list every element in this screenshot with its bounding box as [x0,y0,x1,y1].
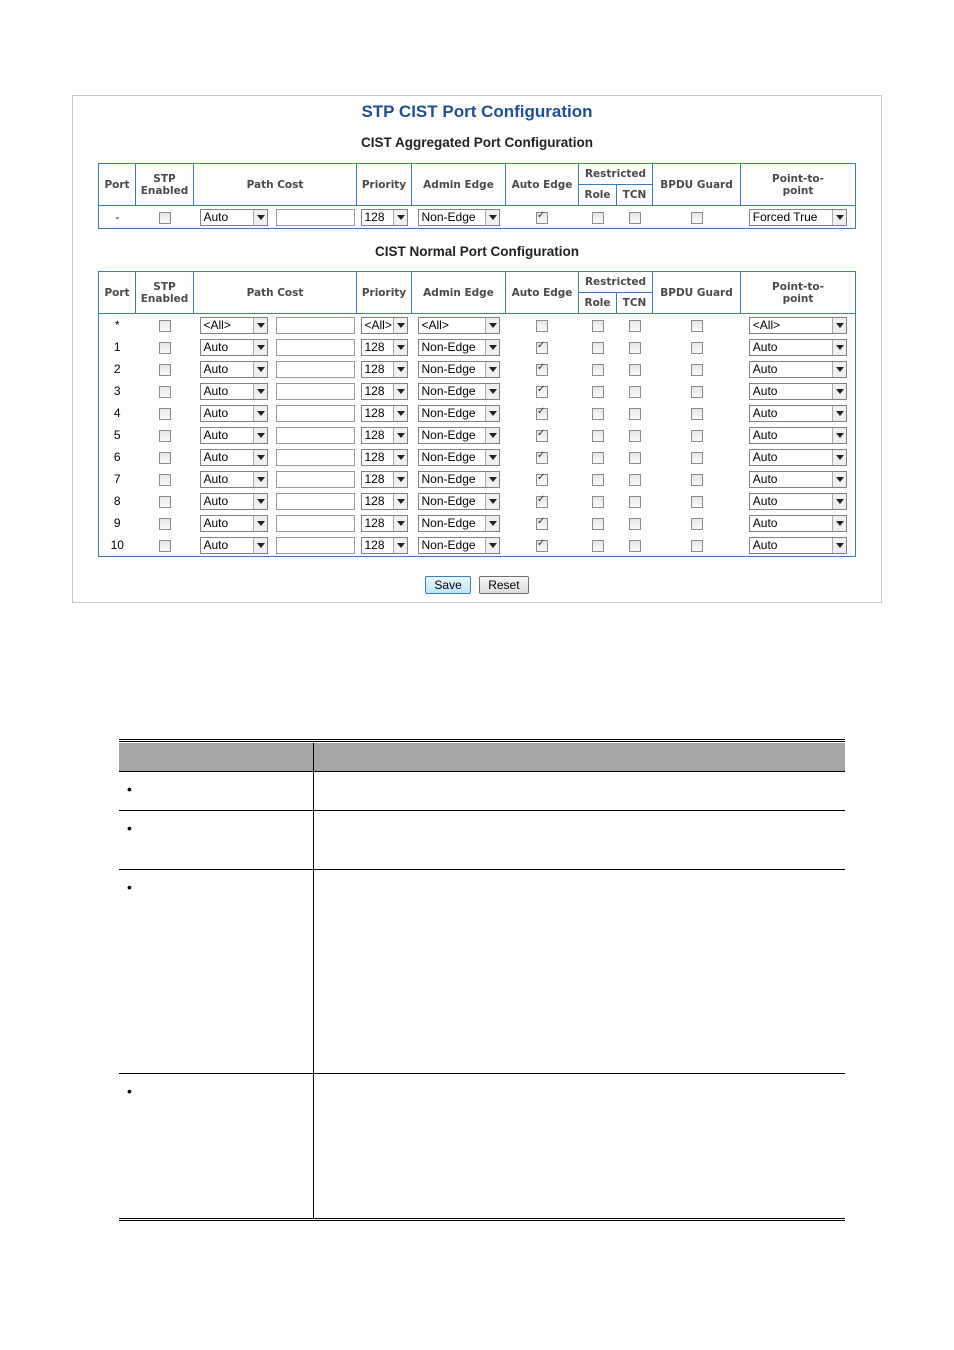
page-title: STP CIST Port Configuration [361,102,593,121]
stp-enabled-checkbox[interactable] [159,212,171,224]
stp-enabled-checkbox[interactable] [159,364,171,376]
port-number: 3 [113,384,121,398]
priority-select-value: 128 [364,405,385,420]
chevron-down-icon[interactable] [393,494,407,509]
description-top-rule [119,739,845,742]
admin-edge-select[interactable] [418,361,500,378]
priority-select-value: 128 [364,427,385,442]
chevron-down-icon[interactable] [485,384,499,399]
save-button[interactable]: Save [425,576,470,594]
col-admin-edge: Admin Edge [412,164,506,206]
restricted-tcn-checkbox[interactable] [629,430,641,442]
description-row-divider [119,1073,845,1074]
port-number: 10 [110,538,124,552]
chevron-down-icon[interactable] [393,538,407,553]
auto-edge-checkbox[interactable] [536,452,548,464]
stp-enabled-checkbox[interactable] [159,430,171,442]
port-number: 1 [113,340,121,354]
chevron-down-icon[interactable] [485,428,499,443]
path-cost-select[interactable] [200,405,268,422]
button-bar [73,576,881,594]
priority-select-value: 128 [364,383,385,398]
bpdu-guard-checkbox[interactable] [691,212,703,224]
path-cost-input[interactable] [276,209,355,226]
chevron-down-icon[interactable] [832,340,846,355]
path-cost-select-value: Auto [203,339,229,354]
chevron-down-icon[interactable] [485,538,499,553]
table-row [99,446,856,468]
chevron-down-icon[interactable] [485,406,499,421]
admin-edge-select[interactable] [418,449,500,466]
col-auto-edge: Auto Edge [506,164,579,206]
stp-enabled-checkbox[interactable] [159,474,171,486]
point-to-point-select[interactable] [749,339,847,356]
chevron-down-icon[interactable] [393,340,407,355]
priority-select[interactable] [361,383,408,400]
point-to-point-select-value: Auto [752,405,778,420]
auto-edge-checkbox[interactable] [536,540,548,552]
chevron-down-icon[interactable] [485,210,499,225]
col-port: Port [99,272,136,314]
path-cost-input[interactable] [276,317,355,334]
restricted-tcn-checkbox[interactable] [629,364,641,376]
chevron-down-icon[interactable] [485,450,499,465]
stp-enabled-checkbox[interactable] [159,408,171,420]
col-restricted-tcn: TCN [617,293,653,314]
path-cost-select[interactable] [200,515,268,532]
point-to-point-select-value: Auto [752,471,778,486]
auto-edge-checkbox[interactable] [536,496,548,508]
path-cost-select-value: Auto [203,427,229,442]
path-cost-select-value: Auto [203,537,229,552]
admin-edge-select-value: Non-Edge [421,383,476,398]
priority-select-value: 128 [364,515,385,530]
normal-port-table [98,271,856,557]
restricted-role-checkbox[interactable] [592,342,604,354]
restricted-role-checkbox[interactable] [592,212,604,224]
stp-enabled-checkbox[interactable] [159,320,171,332]
priority-select[interactable] [361,449,408,466]
table-row [99,490,856,512]
auto-edge-checkbox[interactable] [536,518,548,530]
stp-enabled-checkbox[interactable] [159,540,171,552]
path-cost-select-value: Auto [203,471,229,486]
stp-enabled-checkbox[interactable] [159,342,171,354]
admin-edge-select[interactable] [418,471,500,488]
chevron-down-icon[interactable] [485,472,499,487]
path-cost-select[interactable] [200,427,268,444]
priority-select-value: 128 [364,209,385,224]
admin-edge-select-value: <All> [421,317,449,332]
restricted-tcn-checkbox[interactable] [629,452,641,464]
bpdu-guard-checkbox[interactable] [691,496,703,508]
priority-select[interactable] [361,361,408,378]
stp-enabled-checkbox[interactable] [159,452,171,464]
chevron-down-icon[interactable] [253,516,267,531]
restricted-tcn-checkbox[interactable] [629,212,641,224]
description-bottom-rule [119,1218,845,1221]
bpdu-guard-checkbox[interactable] [691,430,703,442]
description-column-divider [313,743,314,1219]
description-header-divider [119,771,845,772]
reset-button[interactable]: Reset [479,576,528,594]
restricted-role-checkbox[interactable] [592,452,604,464]
port-number: 2 [113,362,121,376]
chevron-down-icon[interactable] [832,516,846,531]
path-cost-select-value: Auto [203,405,229,420]
priority-select[interactable] [361,471,408,488]
chevron-down-icon[interactable] [832,428,846,443]
bullet-icon: • [127,1083,132,1099]
path-cost-select[interactable] [200,317,268,334]
col-path-cost: Path Cost [194,164,357,206]
restricted-role-checkbox[interactable] [592,430,604,442]
priority-select[interactable] [361,405,408,422]
path-cost-select[interactable] [200,537,268,554]
restricted-tcn-checkbox[interactable] [629,474,641,486]
bpdu-guard-checkbox[interactable] [691,518,703,530]
col-bpdu-guard: BPDU Guard [653,272,741,314]
port-number: * [114,318,120,332]
auto-edge-checkbox[interactable] [536,474,548,486]
admin-edge-select-value: Non-Edge [421,449,476,464]
auto-edge-checkbox[interactable] [536,364,548,376]
path-cost-select-value: Auto [203,449,229,464]
point-to-point-select[interactable] [749,317,847,334]
chevron-down-icon[interactable] [832,472,846,487]
chevron-down-icon[interactable] [393,318,407,333]
path-cost-select[interactable] [200,339,268,356]
chevron-down-icon[interactable] [393,516,407,531]
description-row-divider [119,810,845,811]
bpdu-guard-checkbox[interactable] [691,320,703,332]
chevron-down-icon[interactable] [485,362,499,377]
point-to-point-select-value: Auto [752,493,778,508]
col-restricted: Restricted [579,164,653,185]
chevron-down-icon[interactable] [253,210,267,225]
chevron-down-icon[interactable] [393,362,407,377]
admin-edge-select-value: Non-Edge [421,515,476,530]
col-bpdu-guard: BPDU Guard [653,164,741,206]
stp-enabled-checkbox[interactable] [159,386,171,398]
port-number: 4 [113,406,121,420]
priority-select-value: 128 [364,361,385,376]
table-row [99,468,856,490]
col-auto-edge: Auto Edge [506,272,579,314]
path-cost-select-value: Auto [203,383,229,398]
priority-select[interactable] [361,493,408,510]
point-to-point-select[interactable] [749,515,847,532]
restricted-tcn-checkbox[interactable] [629,386,641,398]
col-priority: Priority [357,272,412,314]
chevron-down-icon[interactable] [485,516,499,531]
point-to-point-select-value: Auto [752,515,778,530]
point-to-point-select-value: Auto [752,449,778,464]
priority-select-value: 128 [364,339,385,354]
bpdu-guard-checkbox[interactable] [691,386,703,398]
bullet-icon: • [127,781,132,797]
table-row [99,402,856,424]
restricted-role-checkbox[interactable] [592,386,604,398]
admin-edge-select[interactable] [418,405,500,422]
point-to-point-select[interactable] [749,449,847,466]
admin-edge-select-value: Non-Edge [421,361,476,376]
path-cost-select[interactable] [200,209,268,226]
path-cost-select[interactable] [200,471,268,488]
restricted-role-checkbox[interactable] [592,474,604,486]
table-row [99,206,856,229]
table-row [99,380,856,402]
bpdu-guard-checkbox[interactable] [691,408,703,420]
chevron-down-icon[interactable] [393,406,407,421]
point-to-point-select-value: Auto [752,427,778,442]
priority-select[interactable] [361,427,408,444]
restricted-tcn-checkbox[interactable] [629,496,641,508]
priority-select-value: 128 [364,537,385,552]
admin-edge-select-value: Non-Edge [421,209,476,224]
restricted-role-checkbox[interactable] [592,320,604,332]
admin-edge-select-value: Non-Edge [421,405,476,420]
port-number: 5 [113,428,121,442]
aggregated-port-table [98,163,856,229]
priority-select-value: 128 [364,471,385,486]
table-row [99,314,856,337]
table-row [99,512,856,534]
chevron-down-icon[interactable] [832,362,846,377]
col-path-cost: Path Cost [194,272,357,314]
chevron-down-icon[interactable] [253,428,267,443]
auto-edge-checkbox[interactable] [536,342,548,354]
col-restricted-role: Role [579,293,617,314]
stp-enabled-checkbox[interactable] [159,496,171,508]
point-to-point-select[interactable] [749,493,847,510]
port-number: 6 [113,450,121,464]
point-to-point-select[interactable] [749,361,847,378]
port-number: 8 [113,494,121,508]
admin-edge-select[interactable] [418,209,500,226]
restricted-role-checkbox[interactable] [592,540,604,552]
col-stp-enabled: STP Enabled [136,272,194,314]
auto-edge-checkbox[interactable] [536,408,548,420]
chevron-down-icon[interactable] [393,450,407,465]
chevron-down-icon[interactable] [832,494,846,509]
auto-edge-checkbox[interactable] [536,212,548,224]
priority-select-value: 128 [364,449,385,464]
point-to-point-select[interactable] [749,405,847,422]
path-cost-input[interactable] [276,471,355,488]
description-row-divider [119,869,845,870]
path-cost-input[interactable] [276,515,355,532]
point-to-point-select-value: <All> [752,317,781,332]
path-cost-select[interactable] [200,449,268,466]
restricted-tcn-checkbox[interactable] [629,342,641,354]
bullet-icon: • [127,879,132,895]
col-restricted-role: Role [579,185,617,206]
admin-edge-select-value: Non-Edge [421,339,476,354]
port-number: - [115,210,120,224]
bpdu-guard-checkbox[interactable] [691,452,703,464]
point-to-point-select[interactable] [749,427,847,444]
path-cost-input[interactable] [276,493,355,510]
path-cost-select-value: <All> [203,317,231,332]
chevron-down-icon[interactable] [253,362,267,377]
table-row [99,358,856,380]
chevron-down-icon[interactable] [832,384,846,399]
col-point-to-point: Point-to- point [741,272,856,314]
restricted-tcn-checkbox[interactable] [629,320,641,332]
admin-edge-select[interactable] [418,493,500,510]
bpdu-guard-checkbox[interactable] [691,474,703,486]
chevron-down-icon[interactable] [253,384,267,399]
point-to-point-select-value: Forced True [752,209,818,224]
bpdu-guard-checkbox[interactable] [691,342,703,354]
priority-select[interactable] [361,339,408,356]
col-priority: Priority [357,164,412,206]
path-cost-input[interactable] [276,427,355,444]
admin-edge-select[interactable] [418,383,500,400]
stp-cist-port-config-panel [72,95,882,603]
chevron-down-icon[interactable] [832,538,846,553]
col-restricted-tcn: TCN [617,185,653,206]
point-to-point-select[interactable] [749,209,847,226]
col-point-to-point: Point-to- point [741,164,856,206]
path-cost-select-value: Auto [203,515,229,530]
restricted-tcn-checkbox[interactable] [629,408,641,420]
col-stp-enabled: STP Enabled [136,164,194,206]
bullet-icon: • [127,820,132,836]
chevron-down-icon[interactable] [393,472,407,487]
auto-edge-checkbox[interactable] [536,386,548,398]
table-row [99,534,856,557]
chevron-down-icon[interactable] [485,494,499,509]
restricted-role-checkbox[interactable] [592,408,604,420]
stp-enabled-checkbox[interactable] [159,518,171,530]
admin-edge-select-value: Non-Edge [421,427,476,442]
chevron-down-icon[interactable] [253,450,267,465]
chevron-down-icon[interactable] [253,472,267,487]
auto-edge-checkbox[interactable] [536,320,548,332]
restricted-role-checkbox[interactable] [592,364,604,376]
point-to-point-select[interactable] [749,537,847,554]
point-to-point-select-value: Auto [752,383,778,398]
table-row [99,336,856,358]
admin-edge-select[interactable] [418,339,500,356]
path-cost-select-value: Auto [203,493,229,508]
aggregated-section-title: CIST Aggregated Port Configuration [361,135,593,150]
point-to-point-select[interactable] [749,471,847,488]
path-cost-input[interactable] [276,449,355,466]
priority-select[interactable] [361,515,408,532]
col-admin-edge: Admin Edge [412,272,506,314]
chevron-down-icon[interactable] [393,210,407,225]
chevron-down-icon[interactable] [253,318,267,333]
priority-select[interactable] [361,317,408,334]
auto-edge-checkbox[interactable] [536,430,548,442]
port-number: 9 [113,516,121,530]
priority-select-value: <All> [364,317,392,332]
chevron-down-icon[interactable] [485,340,499,355]
description-header-row [119,743,845,771]
chevron-down-icon[interactable] [253,406,267,421]
chevron-down-icon[interactable] [393,384,407,399]
restricted-role-checkbox[interactable] [592,518,604,530]
admin-edge-select[interactable] [418,515,500,532]
restricted-tcn-checkbox[interactable] [629,518,641,530]
admin-edge-select-value: Non-Edge [421,537,476,552]
admin-edge-select[interactable] [418,537,500,554]
col-restricted: Restricted [579,272,653,293]
port-number: 7 [113,472,121,486]
table-row [99,424,856,446]
path-cost-select-value: Auto [203,361,229,376]
point-to-point-select-value: Auto [752,361,778,376]
path-cost-input[interactable] [276,383,355,400]
chevron-down-icon[interactable] [832,450,846,465]
chevron-down-icon[interactable] [253,494,267,509]
description-table [119,739,845,1221]
priority-select[interactable] [361,209,408,226]
bpdu-guard-checkbox[interactable] [691,540,703,552]
chevron-down-icon[interactable] [832,318,846,333]
path-cost-select[interactable] [200,493,268,510]
restricted-role-checkbox[interactable] [592,496,604,508]
bpdu-guard-checkbox[interactable] [691,364,703,376]
point-to-point-select-value: Auto [752,537,778,552]
chevron-down-icon[interactable] [832,210,846,225]
chevron-down-icon[interactable] [253,538,267,553]
priority-select-value: 128 [364,493,385,508]
path-cost-input[interactable] [276,339,355,356]
path-cost-select-value: Auto [203,209,229,224]
restricted-tcn-checkbox[interactable] [629,540,641,552]
chevron-down-icon[interactable] [832,406,846,421]
path-cost-select[interactable] [200,383,268,400]
chevron-down-icon[interactable] [253,340,267,355]
admin-edge-select-value: Non-Edge [421,493,476,508]
point-to-point-select[interactable] [749,383,847,400]
path-cost-input[interactable] [276,361,355,378]
admin-edge-select-value: Non-Edge [421,471,476,486]
admin-edge-select[interactable] [418,317,500,334]
path-cost-input[interactable] [276,537,355,554]
normal-section-title: CIST Normal Port Configuration [375,244,579,259]
point-to-point-select-value: Auto [752,339,778,354]
admin-edge-select[interactable] [418,427,500,444]
col-port: Port [99,164,136,206]
chevron-down-icon[interactable] [485,318,499,333]
priority-select[interactable] [361,537,408,554]
path-cost-select[interactable] [200,361,268,378]
chevron-down-icon[interactable] [393,428,407,443]
path-cost-input[interactable] [276,405,355,422]
